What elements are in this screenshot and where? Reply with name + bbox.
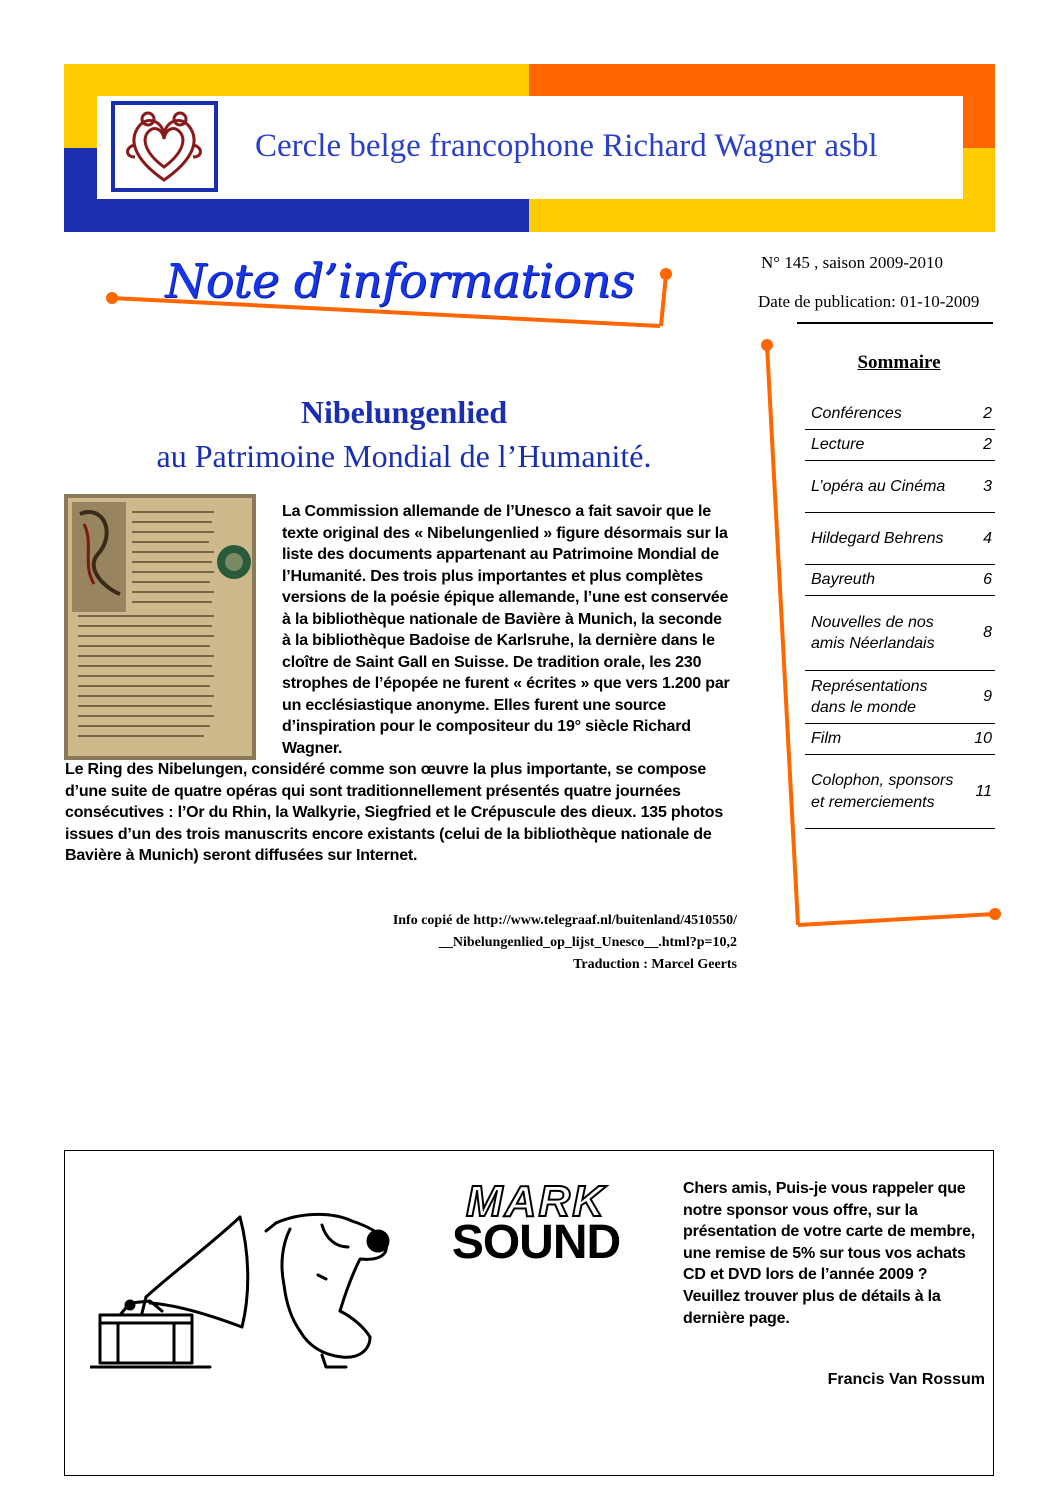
gramophone-dog-icon xyxy=(90,1205,430,1375)
toc-item[interactable] xyxy=(805,513,995,565)
toc-item-label: Film xyxy=(811,730,842,748)
toc-item[interactable] xyxy=(805,430,995,461)
toc-item-label: Représentations dans le monde xyxy=(811,677,928,716)
toc-item-page: 9 xyxy=(983,688,992,706)
toc-item-page: 4 xyxy=(983,529,992,547)
toc-item[interactable] xyxy=(805,565,995,596)
toc-item-label: Hildegard Behrens xyxy=(811,529,944,547)
toc-item-page: 2 xyxy=(983,404,992,422)
toc-item-label: Colophon, sponsors et remerciements xyxy=(811,772,954,811)
toc-item[interactable] xyxy=(805,671,995,724)
article-credits xyxy=(300,910,737,976)
table-of-contents xyxy=(805,398,995,829)
toc-item-page: 10 xyxy=(974,730,992,748)
newsletter-title: Note d’informations xyxy=(165,254,635,309)
toc-item[interactable] xyxy=(805,398,995,430)
mark-sound-logo xyxy=(428,1178,643,1268)
toc-item-label: Bayreuth xyxy=(811,571,876,589)
toc-item[interactable] xyxy=(805,596,995,671)
toc-item-page: 6 xyxy=(983,571,992,589)
toc-item-label: Nouvelles de nos amis Néerlandais xyxy=(811,613,935,652)
wagner-circle-logo-icon xyxy=(111,101,218,192)
publication-date: Date de publication: 01-10-2009 xyxy=(758,292,980,311)
issue-number: N° 145 , saison 2009-2010 xyxy=(761,253,943,272)
article-title: Nibelungenlied xyxy=(300,394,508,430)
article-paragraph-1: La Commission allemande de l’Unesco a fait savoir que le texte original des « Nibelungenlied » figure désormais sur la liste des documents appartenant au Patrimoine Mondial de l’Humanité. Des trois plus importantes et plus complètes versions de la poésie épique allemande, l’une est conservée à la bibliothèque nationale de Bavière à Munich, la seconde à la bibliothèque Badoise de Karlsruhe, la dernière dans le cloître de Saint Gall en Suisse. De tradition orale, les 230 strophes de l’épopée ne furent « écrites » que vers 1.200 par un ecclésiastique anonyme. Elles furent une source d’inspiration pour le compositeur du 19° siècle Richard Wagner. xyxy=(282,503,730,757)
credit-source-line: Info copié de http://www.telegraaf.nl/buitenland/4510550/ xyxy=(392,913,737,928)
toc-item-page: 11 xyxy=(975,782,992,800)
title-underline-decoration xyxy=(100,262,685,342)
article-subtitle: au Patrimoine Mondial de l’Humanité. xyxy=(156,438,652,474)
toc-item-label: Conférences xyxy=(811,404,902,422)
article-paragraph-2: Le Ring des Nibelungen, considéré comme son œuvre la plus importante, se compose d’une suite de quatre opéras qui sont traditionnellement présentés quatre journées consécutives : l’Or du Rhin, la Walkyrie, Siegfried et le Crépuscule des dieux. 135 photos issues d’un des trois manuscrits encore existants (celui de la bibliothèque nationale de Bavière à Munich) seront diffusées sur Internet. xyxy=(65,761,724,864)
credit-translation: Traduction : Marcel Geerts xyxy=(573,957,737,972)
toc-item-page: 8 xyxy=(983,624,992,642)
brand-bottom-text: SOUND xyxy=(451,1216,621,1268)
sponsor-signature: Francis Van Rossum xyxy=(827,1371,985,1388)
credit-source-line-2: __Nibelungenlied_op_lijst_Unesco__.html?p=10,2 xyxy=(438,935,737,950)
divider xyxy=(797,322,993,324)
toc-item-label: Lecture xyxy=(811,436,865,454)
sommaire-title: Sommaire xyxy=(857,352,941,373)
org-name: Cercle belge francophone Richard Wagner asbl xyxy=(255,128,878,164)
manuscript-page-icon xyxy=(64,494,256,760)
toc-item[interactable] xyxy=(805,755,995,829)
toc-item[interactable] xyxy=(805,461,995,513)
toc-item-label: L’opéra au Cinéma xyxy=(811,477,946,495)
toc-item-page: 3 xyxy=(983,477,992,495)
toc-item-page: 2 xyxy=(983,436,992,454)
brand-top-text: MARK xyxy=(466,1178,606,1226)
sponsor-message: Chers amis, Puis-je vous rappeler que notre sponsor vous offre, sur la présentation de votre carte de membre, une remise de 5% sur tous vos achats CD et DVD lors de l’année 2009 ? Veuillez trouver plus de détails à la dernière page. xyxy=(683,1180,976,1327)
toc-item[interactable] xyxy=(805,724,995,755)
